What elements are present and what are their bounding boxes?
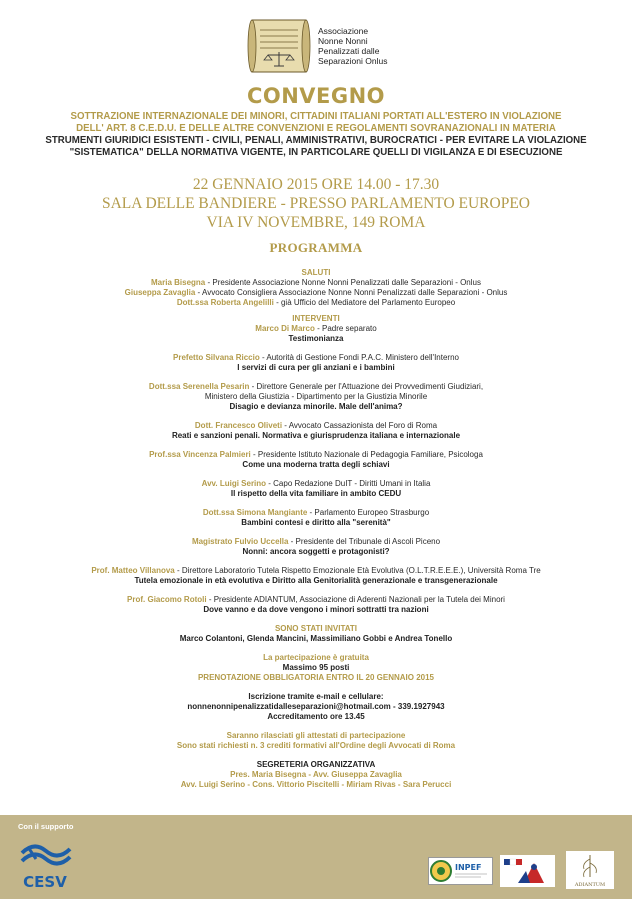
intervento-row xyxy=(0,595,632,605)
invitati-heading: SONO STATI INVITATI xyxy=(274,624,358,633)
subtitle-line: STRUMENTI GIURIDICI ESISTENTI - CIVILI, PENALI, AMMINISTRATIVI, BUROCRATICI - PER EVITARE LA VIOLAZIONE xyxy=(45,135,587,146)
speaker-role: - già Ufficio del Mediatore del Parlamento Europeo xyxy=(273,298,456,307)
invitati-names: Marco Colantoni, Glenda Mancini, Massimiliano Gobbi e Andrea Tonello xyxy=(179,634,453,643)
intervento-row xyxy=(0,382,632,392)
event-info xyxy=(0,175,632,232)
intervento-row xyxy=(0,537,632,547)
speaker-name: Magistrato Fulvio Uccella xyxy=(191,537,289,546)
speaker-role: - Avvocato Consigliera Associazione Nonne Nonni Penalizzati dalle Separazioni - Onlus xyxy=(195,288,508,297)
intervento-row xyxy=(0,508,632,518)
contact-info: nonnenonnipenalizzatidalleseparazioni@hotmail.com - 339.1927943 xyxy=(187,702,445,711)
intervento-row xyxy=(0,421,632,431)
talk-title: Come una moderna tratta degli schiavi xyxy=(242,460,390,469)
speaker-name: Dott. Francesco Oliveti xyxy=(194,421,283,430)
intervento-row xyxy=(0,353,632,363)
speaker-name: Prefetto Silvana Riccio xyxy=(173,353,260,362)
saluti-heading: SALUTI xyxy=(301,268,331,277)
talk-title: I servizi di cura per gli anziani e i bambini xyxy=(237,363,395,372)
event-address: VIA IV NOVEMBRE, 149 ROMA xyxy=(206,214,426,231)
saluti-row xyxy=(0,298,632,308)
event-venue: SALA DELLE BANDIERE - PRESSO PARLAMENTO EUROPEO xyxy=(101,195,530,212)
speaker-role: - Direttore Generale per l'Attuazione dei Provvedimenti Giudiziari, xyxy=(249,382,484,391)
talk-title: Reati e sanzioni penali. Normativa e giurisprudenza italiana e internazionale xyxy=(171,431,461,440)
speaker-role: - Autorità di Gestione Fondi P.A.C. Ministero dell'Interno xyxy=(259,353,459,362)
speaker-role: - Avvocato Cassazionista del Foro di Roma xyxy=(282,421,438,430)
speaker-role: - Padre separato xyxy=(314,324,377,333)
cesv-logo xyxy=(14,837,76,893)
speaker-role: - Presidente Istituto Nazionale di Pedagogia Familiare, Psicologa xyxy=(250,450,483,459)
flag-logo xyxy=(500,855,555,887)
talk-title: Il rispetto della vita familiare in ambito CEDU xyxy=(230,489,402,498)
speaker-role: - Presidente del Tribunale di Ascoli Piceno xyxy=(288,537,441,546)
page-title: CONVEGNO xyxy=(246,84,386,108)
talk-title: Testimonianza xyxy=(288,334,344,343)
segreteria-heading: SEGRETERIA ORGANIZZATIVA xyxy=(256,760,376,769)
participation-free: La partecipazione è gratuita xyxy=(263,653,369,662)
talk-title: Nonni: ancora soggetti e protagonisti? xyxy=(242,547,390,556)
header xyxy=(0,16,632,82)
saluti-row xyxy=(0,278,632,288)
interventi-heading: INTERVENTI xyxy=(292,314,340,323)
speaker-role: - Presidente ADIANTUM, Associazione di Aderenti Nazionali per la Tutela dei Minori xyxy=(206,595,505,604)
certificates-note: Saranno rilasciati gli attestati di partecipazione xyxy=(226,731,406,740)
speaker-name: Giuseppa Zavaglia xyxy=(124,288,196,297)
saluti-row xyxy=(0,288,632,298)
max-seats: Massimo 95 posti xyxy=(282,663,350,672)
inpef-logo xyxy=(428,857,493,885)
event-date: 22 GENNAIO 2015 ORE 14.00 - 17.30 xyxy=(192,176,440,193)
association-line: Nonne Nonni xyxy=(318,36,368,46)
speaker-role-continued: Ministero della Giustizia - Dipartimento per la Giustizia Minorile xyxy=(204,392,428,401)
speaker-name: Prof.ssa Vincenza Palmieri xyxy=(149,450,251,459)
intervento-row xyxy=(0,479,632,489)
talk-title: Dove vanno e da dove vengono i minori sottratti tra nazioni xyxy=(203,605,429,614)
speaker-name: Dott.ssa Roberta Angelilli xyxy=(176,298,274,307)
cesv-text: CESV xyxy=(23,873,67,891)
subtitle-line: SOTTRAZIONE INTERNAZIONALE DEI MINORI, CITTADINI ITALIANI PORTATI ALL'ESTERO IN VIOLAZIONE xyxy=(70,111,562,122)
speaker-name: Prof. Giacomo Rotoli xyxy=(127,595,207,604)
support-label: Con il supporto xyxy=(18,822,74,831)
programma-heading: PROGRAMMA xyxy=(269,240,363,255)
speaker-name: Maria Bisegna xyxy=(151,278,206,287)
subtitle xyxy=(10,111,622,159)
accreditation-time: Accreditamento ore 13.45 xyxy=(267,712,365,721)
credits-note: Sono stati richiesti n. 3 crediti formativi all'Ordine degli Avvocati di Roma xyxy=(176,741,456,750)
talk-title: Tutela emozionale in età evolutiva e Diritto alla Genitorialità generazionale e transgenerazionale xyxy=(134,576,498,585)
subtitle-line: DELL' ART. 8 C.E.D.U. E DELLE ALTRE CONVENZIONI E REGOLAMENTI SOVRANAZIONALI IN MATERIA xyxy=(76,123,556,134)
inpef-text: INPEF xyxy=(455,863,482,872)
footer xyxy=(0,815,632,899)
speaker-role: - Parlamento Europeo Strasburgo xyxy=(307,508,430,517)
speaker-role: - Direttore Laboratorio Tutela Rispetto Emozionale Età Evolutiva (O.L.T.R.E.E.E.), Università Roma Tre xyxy=(174,566,541,575)
signup-label: Iscrizione tramite e-mail e cellulare: xyxy=(248,692,384,701)
intervento-row xyxy=(0,324,632,334)
speaker-name: Dott.ssa Simona Mangiante xyxy=(202,508,308,517)
speaker-role: - Presidente Associazione Nonne Nonni Penalizzati dalle Separazioni - Onlus xyxy=(205,278,481,287)
intervento-row xyxy=(0,566,632,576)
program-body xyxy=(0,268,632,790)
segreteria-line: Pres. Maria Bisegna - Avv. Giuseppa Zavaglia xyxy=(230,770,402,779)
speaker-name: Marco Di Marco xyxy=(255,324,315,333)
speaker-name: Prof. Matteo Villanova xyxy=(91,566,175,575)
talk-title: Disagio e devianza minorile. Male dell'anima? xyxy=(229,402,403,411)
speaker-name: Avv. Luigi Serino xyxy=(201,479,267,488)
speaker-name: Dott.ssa Serenella Pesarin xyxy=(148,382,250,391)
adiantum-text: ADIANTUM xyxy=(574,882,606,888)
subtitle-line: "SISTEMATICA" DELLA NORMATIVA VIGENTE, IN PARTICOLARE QUELLI DI VIGILANZA E DI ESECUZIONE xyxy=(69,147,563,158)
scroll-scales-icon xyxy=(246,16,312,76)
intervento-row xyxy=(0,450,632,460)
association-line: Penalizzati dalle xyxy=(318,46,380,56)
speaker-role: - Capo Redazione DuIT - Diritti Umani in Italia xyxy=(266,479,431,488)
association-name xyxy=(318,26,387,66)
adiantum-logo xyxy=(566,851,614,889)
talk-title: Bambini contesi e diritto alla "serenità" xyxy=(241,518,391,527)
segreteria-line: Avv. Luigi Serino - Cons. Vittorio Piscitelli - Miriam Rivas - Sara Perucci xyxy=(180,780,452,789)
association-line: Associazione xyxy=(318,26,369,36)
booking-notice: PRENOTAZIONE OBBLIGATORIA ENTRO IL 20 GENNAIO 2015 xyxy=(197,673,435,682)
association-line: Separazioni Onlus xyxy=(318,56,388,66)
